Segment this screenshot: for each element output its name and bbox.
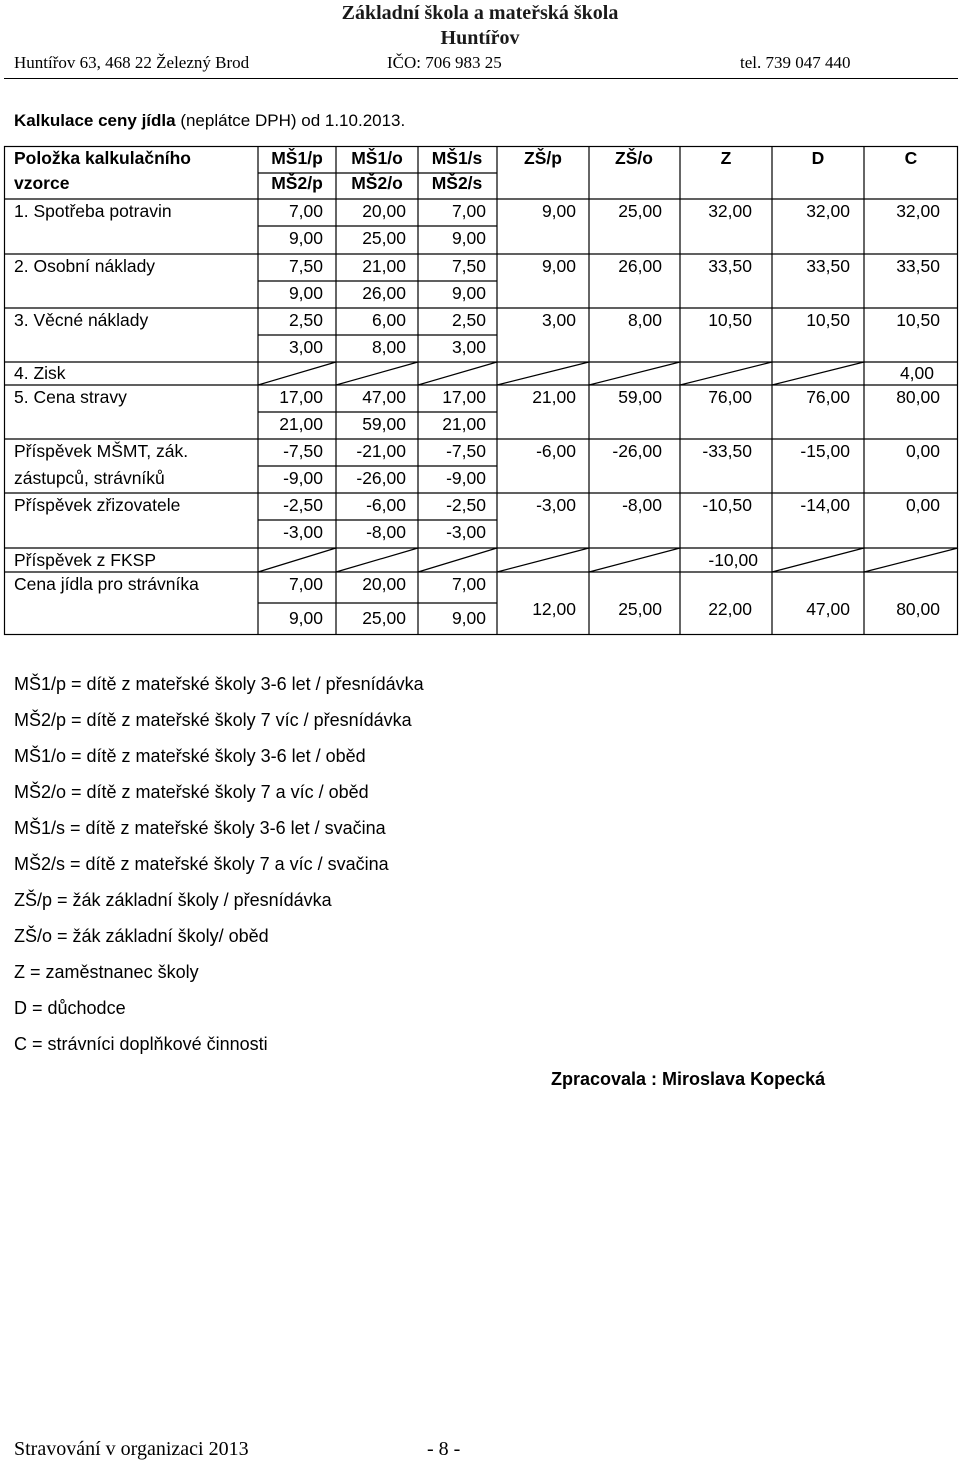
table-cell: 76,00 xyxy=(708,387,752,407)
abbreviation-legend xyxy=(14,672,424,1068)
table-cell: 8,00 xyxy=(627,310,662,330)
table-cell: 9,00 xyxy=(541,201,576,221)
table-cell: 80,00 xyxy=(896,599,940,619)
table-cell: 25,00 xyxy=(618,599,662,619)
table-cell: -8,00 xyxy=(366,522,406,542)
table-cell: 3,00 xyxy=(541,310,576,330)
row-label: Cena jídla pro strávníka xyxy=(14,574,199,594)
table-cell: 7,50 xyxy=(451,256,486,276)
table-cell: -3,00 xyxy=(446,522,486,542)
row-label: Příspěvek z FKSP xyxy=(14,550,156,570)
column-header: ZŠ/p xyxy=(524,148,562,168)
table-cell: 47,00 xyxy=(362,387,406,407)
column-header: ZŠ/o xyxy=(615,148,653,168)
legend-item: Z = zaměstnanec školy xyxy=(14,962,199,982)
table-cell: 9,00 xyxy=(288,228,323,248)
table-cell: 7,50 xyxy=(288,256,323,276)
table-cell: 76,00 xyxy=(806,387,850,407)
table-cell: 26,00 xyxy=(618,256,662,276)
table-cell: 6,00 xyxy=(371,310,406,330)
table-cell: 20,00 xyxy=(362,574,406,594)
table-cell: -6,00 xyxy=(536,441,576,461)
column-header: D xyxy=(811,148,825,168)
table-cell: 32,00 xyxy=(896,201,940,221)
table-cell: 9,00 xyxy=(288,283,323,303)
table-cell: -3,00 xyxy=(536,495,576,515)
table-cell: 9,00 xyxy=(541,256,576,276)
table-cell: -9,00 xyxy=(283,468,323,488)
column-header: MŠ1/p xyxy=(271,148,323,168)
row-label: 1. Spotřeba potravin xyxy=(14,201,172,221)
school-ico: IČO: 706 983 25 xyxy=(387,53,502,72)
table-cell: 26,00 xyxy=(362,283,406,303)
calculation-table xyxy=(0,0,960,640)
table-cell: 47,00 xyxy=(806,599,850,619)
table-cell: 10,50 xyxy=(896,310,940,330)
column-header-sub: MŠ2/p xyxy=(271,173,323,193)
legend-item: MŠ2/o = dítě z mateřské školy 7 a víc / oběd xyxy=(14,782,369,802)
table-cell: -14,00 xyxy=(800,495,850,515)
table-cell: 3,00 xyxy=(288,337,323,357)
table-cell: 2,50 xyxy=(288,310,323,330)
column-header: Z xyxy=(720,148,732,168)
school-place: Huntířov xyxy=(440,27,520,49)
table-cell: 22,00 xyxy=(708,599,752,619)
table-cell: 7,00 xyxy=(451,574,486,594)
row-label: 5. Cena stravy xyxy=(14,387,127,407)
table-cell: 25,00 xyxy=(362,608,406,628)
table-cell: 20,00 xyxy=(362,201,406,221)
school-phone: tel. 739 047 440 xyxy=(740,53,851,72)
legend-item: ZŠ/p = žák základní školy / přesnídávka xyxy=(14,890,332,910)
table-cell: 3,00 xyxy=(451,337,486,357)
table-cell: 21,00 xyxy=(532,387,576,407)
table-cell: 25,00 xyxy=(618,201,662,221)
table-cell: -7,50 xyxy=(446,441,486,461)
table-cell: 9,00 xyxy=(451,283,486,303)
title-rest: (neplátce DPH) od 1.10.2013. xyxy=(175,111,406,130)
column-header-sub: MŠ2/s xyxy=(431,173,483,193)
table-cell: -8,00 xyxy=(622,495,662,515)
table-cell: -7,50 xyxy=(283,441,323,461)
table-cell: 25,00 xyxy=(362,228,406,248)
table-cell: 0,00 xyxy=(905,441,940,461)
header-label-2: vzorce xyxy=(14,173,70,193)
table-cell: -26,00 xyxy=(612,441,662,461)
legend-item: MŠ2/p = dítě z mateřské školy 7 víc / přesnídávka xyxy=(14,710,412,730)
table-cell: 7,00 xyxy=(288,574,323,594)
table-cell: 0,00 xyxy=(905,495,940,515)
table-cell: 10,50 xyxy=(806,310,850,330)
row-label: 4. Zisk xyxy=(14,363,66,383)
table-cell: 33,50 xyxy=(896,256,940,276)
table-cell: 21,00 xyxy=(279,414,323,434)
table-cell: 21,00 xyxy=(442,414,486,434)
table-cell: 10,50 xyxy=(708,310,752,330)
row-label: Příspěvek MŠMT, zák. xyxy=(14,441,189,461)
legend-item: MŠ1/o = dítě z mateřské školy 3-6 let / oběd xyxy=(14,746,366,766)
table-cell: 59,00 xyxy=(618,387,662,407)
title-bold: Kalkulace ceny jídla xyxy=(14,111,176,130)
header-label-1: Položka kalkulačního xyxy=(14,148,191,168)
table-cell: -2,50 xyxy=(283,495,323,515)
row-label: 2. Osobní náklady xyxy=(14,256,156,276)
table-cell: 80,00 xyxy=(896,387,940,407)
table-cell: 9,00 xyxy=(451,608,486,628)
page-footer xyxy=(14,1438,461,1461)
table-cell: -9,00 xyxy=(446,468,486,488)
table-cell: 32,00 xyxy=(708,201,752,221)
legend-item: ZŠ/o = žák základní školy/ oběd xyxy=(14,926,269,946)
legend-item: C = strávníci doplňkové činnosti xyxy=(14,1034,268,1054)
table-cell: 33,50 xyxy=(806,256,850,276)
table-cell: 12,00 xyxy=(532,599,576,619)
table-cell: -33,50 xyxy=(702,441,752,461)
table-cell: -10,50 xyxy=(702,495,752,515)
table-cell: -15,00 xyxy=(800,441,850,461)
table-cell: 7,00 xyxy=(288,201,323,221)
table-cell: 9,00 xyxy=(451,228,486,248)
table-cell: 4,00 xyxy=(899,363,934,383)
table-cell: 7,00 xyxy=(451,201,486,221)
table-cell: -26,00 xyxy=(356,468,406,488)
table-cell: 8,00 xyxy=(371,337,406,357)
school-address: Huntířov 63, 468 22 Železný Brod xyxy=(14,53,250,72)
table-cell: 32,00 xyxy=(806,201,850,221)
column-header: MŠ1/o xyxy=(351,148,403,168)
school-name: Základní škola a mateřská škola xyxy=(341,2,619,24)
table-cell: -6,00 xyxy=(366,495,406,515)
table-cell: -10,00 xyxy=(708,550,758,570)
legend-item: D = důchodce xyxy=(14,998,126,1018)
table-cell: -3,00 xyxy=(283,522,323,542)
column-header: MŠ1/s xyxy=(431,148,483,168)
signature: Zpracovala : Miroslava Kopecká xyxy=(551,1069,826,1089)
column-header: C xyxy=(904,148,918,168)
legend-item: MŠ2/s = dítě z mateřské školy 7 a víc / svačina xyxy=(14,854,389,874)
table-cell: 21,00 xyxy=(362,256,406,276)
column-header-sub: MŠ2/o xyxy=(351,173,403,193)
footer-title: Stravování v organizaci 2013 xyxy=(14,1438,249,1460)
legend-item: MŠ1/s = dítě z mateřské školy 3-6 let / svačina xyxy=(14,818,386,838)
table-cell: 59,00 xyxy=(362,414,406,434)
table-cell: 9,00 xyxy=(288,608,323,628)
legend-item: MŠ1/p = dítě z mateřské školy 3-6 let / přesnídávka xyxy=(14,674,424,694)
row-label: 3. Věcné náklady xyxy=(14,310,149,330)
row-label: Příspěvek zřizovatele xyxy=(14,495,181,515)
row-label: zástupců, strávníků xyxy=(14,468,165,488)
page-number: - 8 - xyxy=(427,1438,461,1460)
table-cell: -2,50 xyxy=(446,495,486,515)
table-cell: 2,50 xyxy=(451,310,486,330)
table-cell: 17,00 xyxy=(279,387,323,407)
table-cell: 33,50 xyxy=(708,256,752,276)
table-cell: 17,00 xyxy=(442,387,486,407)
table-cell: -21,00 xyxy=(356,441,406,461)
